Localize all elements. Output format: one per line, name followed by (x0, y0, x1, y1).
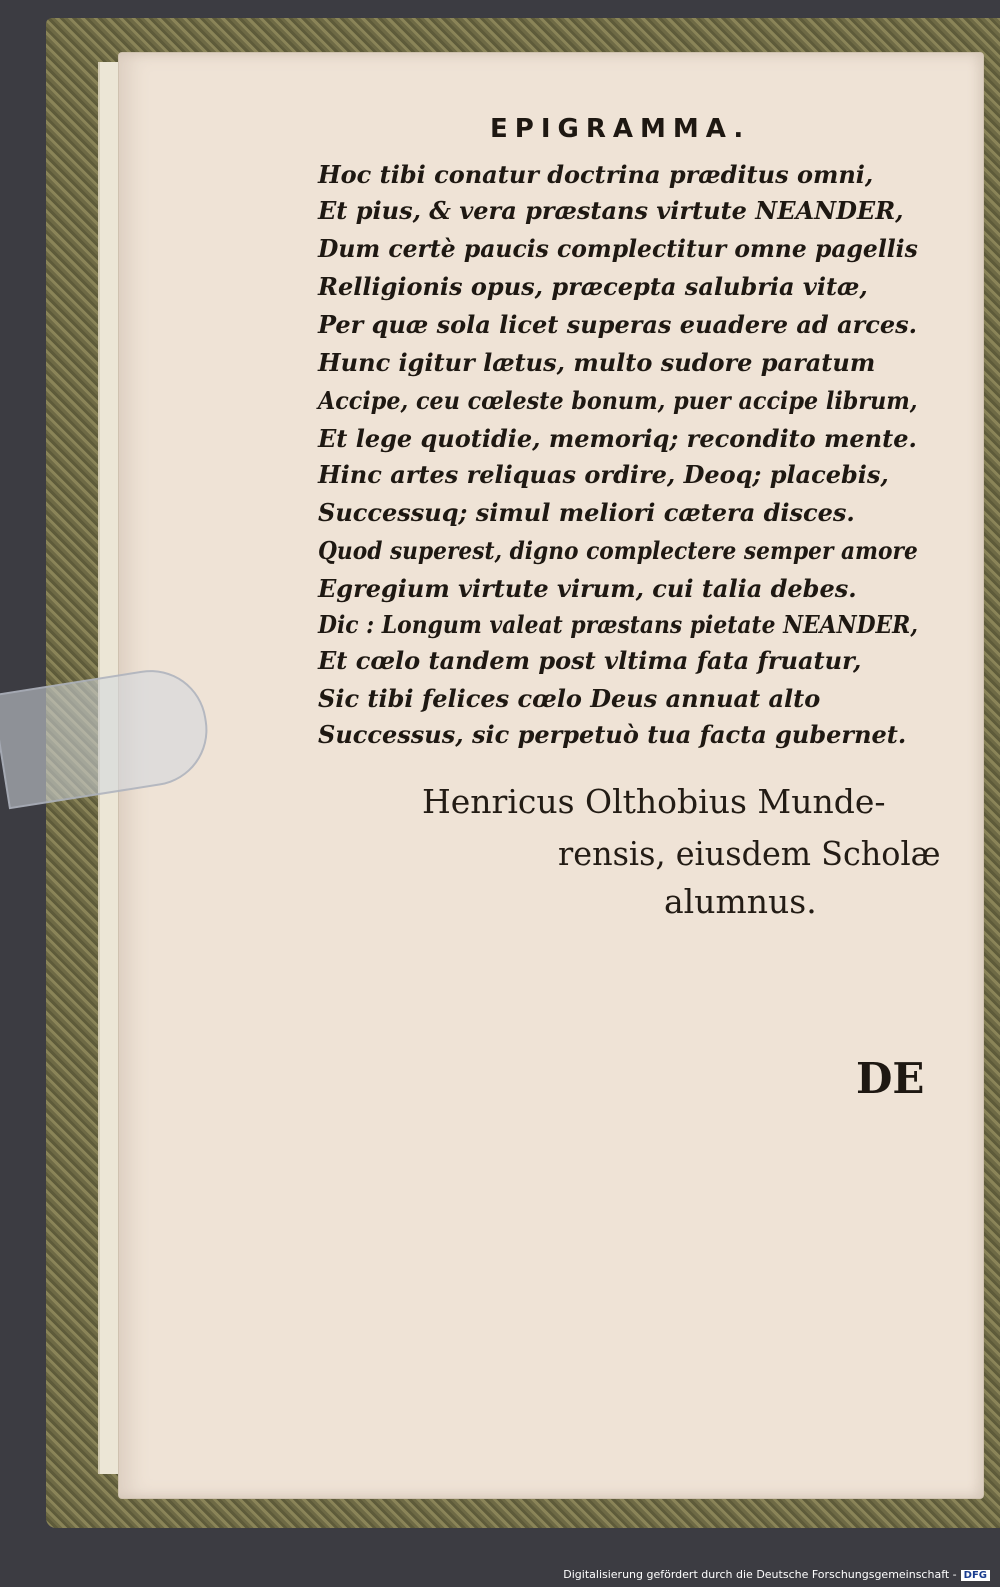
verse-line: Egregium virtute virum, cui talia debes. (318, 574, 857, 603)
verse-line: Relligionis opus, præcepta salubria vitæ, (318, 272, 868, 301)
signature-line-3: alumnus. (664, 882, 817, 921)
verse-line: Quod superest, digno complectere semper amore (318, 536, 918, 565)
epigram-heading: EPIGRAMMA. (490, 114, 751, 144)
verse-line: Successuq; simul meliori cætera disces. (318, 498, 855, 527)
verse-line: Et cœlo tandem post vltima fata fruatur, (318, 646, 862, 675)
verse-line: Dic : Longum valeat præstans pietate NEANDER, (318, 610, 918, 639)
verse-line: Hunc igitur lætus, multo sudore paratum (318, 348, 876, 377)
funding-footer (563, 1568, 990, 1581)
signature-line-1: Henricus Olthobius Munde- (422, 782, 886, 821)
dfg-logo: DFG (961, 1570, 990, 1581)
signature-line-2: rensis, eiusdem Scholæ (558, 834, 941, 873)
verse-line: Hinc artes reliquas ordire, Deoq; placebis, (318, 460, 889, 489)
verse-line: Et pius, & vera præstans virtute NEANDER, (318, 196, 904, 225)
verse-line: Hoc tibi conatur doctrina præditus omni, (318, 160, 874, 189)
verse-line: Successus, sic perpetuò tua facta gubernet. (318, 720, 907, 749)
verse-line: Dum certè paucis complectitur omne pagellis (318, 234, 918, 263)
verse-line: Per quæ sola licet superas euadere ad arces. (318, 310, 918, 339)
verse-line: Et lege quotidie, memoriq; recondito mente. (318, 424, 917, 453)
catchword: DE (856, 1054, 925, 1103)
verse-line: Sic tibi felices cœlo Deus annuat alto (318, 684, 821, 713)
verse-line: Accipe, ceu cœleste bonum, puer accipe librum, (318, 386, 918, 415)
funding-text: Digitalisierung gefördert durch die Deutsche Forschungsgemeinschaft - (563, 1568, 957, 1581)
